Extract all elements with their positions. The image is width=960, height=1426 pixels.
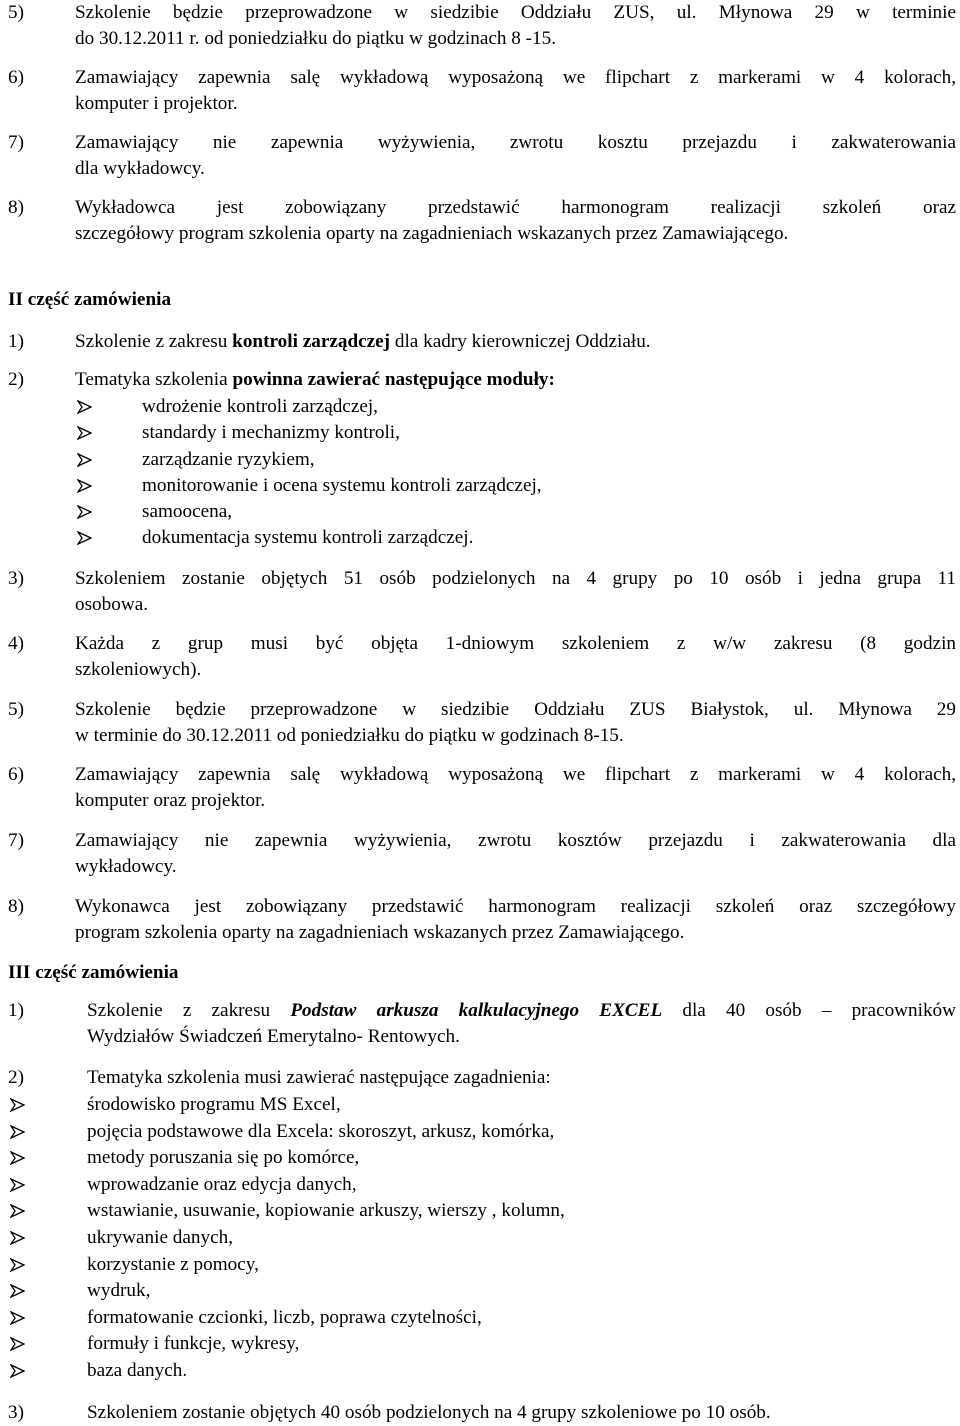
bullet-text: zarządzanie ryzykiem, [142, 448, 315, 470]
item-text: Tematyka szkolenia [75, 369, 233, 390]
item-text-line: Szkoleniem zostanie objętych 51 osób podzielonych na 4 grupy po 10 osób i jedna grupa 11 [75, 568, 956, 589]
list-item [8, 1400, 956, 1426]
item-text-line: Wykonawca jest zobowiązany przedstawić harmonogram realizacji szkoleń oraz szczegółowy [75, 896, 956, 917]
item-text-line: Zamawiający zapewnia salę wykładową wyposażoną we flipchart z markerami w 4 kolorach, [75, 67, 956, 88]
bullet-text: pojęcia podstawowe dla Excela: skoroszyt, arkusz, komórka, [87, 1120, 555, 1142]
item-number: 7) [8, 132, 24, 153]
list-item [8, 828, 956, 881]
item-number: 8) [8, 896, 24, 917]
arrowhead-bullet-icon [10, 1125, 25, 1139]
item-text-line: Zamawiający zapewnia salę wykładową wyposażoną we flipchart z markerami w 4 kolorach, [75, 764, 956, 785]
arrowhead-bullet-icon [77, 426, 92, 440]
item-text: Szkolenie z zakresu [87, 1000, 291, 1021]
item-text-line: Wydziałów Świadczeń Emerytalno- Rentowych. [87, 1026, 460, 1048]
item-text-bold: kontroli zarządczej [232, 331, 391, 352]
bullet-item [75, 394, 542, 420]
bullet-list [8, 1092, 565, 1385]
bullet-item [8, 1358, 565, 1385]
bullet-text: korzystanie z pomocy, [87, 1253, 259, 1275]
item-number: 5) [8, 699, 24, 720]
bullet-item [8, 1145, 565, 1172]
item-number: 2) [8, 369, 24, 390]
bullet-item [8, 1278, 565, 1305]
item-text-line: Zamawiający nie zapewnia wyżywienia, zwrotu kosztu przejazdu i zakwaterowania [75, 132, 956, 153]
arrowhead-bullet-icon [10, 1337, 25, 1351]
item-text-line: komputer i projektor. [75, 93, 238, 115]
item-text: dla kadry kierowniczej Oddziału. [390, 331, 651, 352]
list-item [8, 195, 956, 248]
bullet-text: formatowanie czcionki, liczb, poprawa czytelności, [87, 1306, 482, 1328]
bullet-text: formuły i funkcje, wykresy, [87, 1333, 300, 1355]
item-number: 7) [8, 830, 24, 851]
bullet-text: standardy i mechanizmy kontroli, [142, 422, 400, 444]
item-number: 1) [8, 331, 24, 352]
item-text-line: Wykładowca jest zobowiązany przedstawić harmonogram realizacji szkoleń oraz [75, 197, 956, 218]
item-text-line: dla wykładowcy. [75, 158, 205, 180]
bullet-item [8, 1198, 565, 1225]
bullet-item [8, 1305, 565, 1332]
item-text-line [87, 998, 956, 1024]
arrowhead-bullet-icon [10, 1098, 25, 1112]
arrowhead-bullet-icon [10, 1258, 25, 1272]
arrowhead-bullet-icon [77, 531, 92, 545]
arrowhead-bullet-icon [10, 1231, 25, 1245]
item-number: 8) [8, 197, 24, 218]
bullet-item [8, 1172, 565, 1199]
bullet-text: baza danych. [87, 1359, 188, 1381]
bullet-text: ukrywanie danych, [87, 1226, 233, 1248]
arrowhead-bullet-icon [77, 400, 92, 414]
item-text-line: szkoleniowych). [75, 659, 202, 681]
item-text-bold-italic: Podstaw arkusza kalkulacyjnego EXCEL [290, 1000, 663, 1021]
arrowhead-bullet-icon [10, 1204, 25, 1218]
bullet-item [75, 499, 542, 525]
list-item [8, 0, 956, 53]
item-number: 5) [8, 2, 24, 23]
item-text: Tematyka szkolenia musi zawierać następujące zagadnienia: [87, 1067, 551, 1088]
bullet-item [75, 420, 542, 446]
bullet-item [75, 525, 542, 551]
arrowhead-bullet-icon [10, 1284, 25, 1298]
item-text-line: Każda z grup musi być objęta 1-dniowym szkoleniem z w/w zakresu (8 godzin [75, 633, 956, 654]
bullet-item [8, 1252, 565, 1279]
item-text-line: wykładowcy. [75, 856, 177, 878]
item-number: 6) [8, 764, 24, 785]
item-text-line: Szkolenie będzie przeprowadzone w siedzibie Oddziału ZUS, ul. Młynowa 29 w terminie [75, 2, 956, 23]
item-text-line: komputer oraz projektor. [75, 790, 266, 812]
item-text-line: w terminie do 30.12.2011 od poniedziałku do piątku w godzinach 8-15. [75, 725, 624, 747]
bullet-item [8, 1331, 565, 1358]
item-text-line: osobowa. [75, 594, 149, 616]
item-text-line: Zamawiający nie zapewnia wyżywienia, zwrotu kosztów przejazdu i zakwaterowania dla [75, 830, 956, 851]
arrowhead-bullet-icon [10, 1311, 25, 1325]
item-number: 3) [8, 1402, 24, 1423]
bullet-text: środowisko programu MS Excel, [87, 1094, 341, 1115]
arrowhead-bullet-icon [77, 479, 92, 493]
list-item [8, 894, 956, 947]
item-number: 1) [8, 1000, 24, 1021]
item-number: 2) [8, 1067, 24, 1088]
bullet-item [8, 1225, 565, 1252]
list-item [8, 566, 956, 619]
arrowhead-bullet-icon [10, 1364, 25, 1378]
item-text: Szkolenie z zakresu [75, 331, 233, 352]
bullet-text: wprowadzanie oraz edycja danych, [87, 1173, 357, 1195]
arrowhead-bullet-icon [77, 453, 92, 467]
item-text-line: do 30.12.2011 r. od poniedziałku do piątku w godzinach 8 -15. [75, 28, 557, 50]
section-heading: II część zamówienia [8, 289, 172, 310]
bullet-text: metody poruszania się po komórce, [87, 1147, 360, 1169]
list-item [8, 762, 956, 815]
list-item [8, 697, 956, 750]
item-text: dla 40 osób – pracowników [662, 1000, 957, 1021]
list-item [8, 329, 956, 355]
list-item [8, 1065, 956, 1091]
section-heading: III część zamówienia [8, 962, 179, 983]
list-item [8, 130, 956, 183]
item-text-line: Szkolenie będzie przeprowadzone w siedzibie Oddziału ZUS Białystok, ul. Młynowa 29 [75, 699, 956, 720]
item-text-line: szczegółowy program szkolenia oparty na zagadnieniach wskazanych przez Zamawiającego. [75, 223, 789, 245]
bullet-text: samoocena, [142, 501, 233, 523]
bullet-text: wydruk, [87, 1280, 151, 1302]
item-text-bold: powinna zawierać następujące moduły: [232, 369, 555, 390]
list-item [8, 998, 956, 1051]
bullet-text: wdrożenie kontroli zarządczej, [142, 396, 378, 417]
bullet-item [8, 1092, 565, 1119]
bullet-item [75, 473, 542, 499]
item-text-line: program szkolenia oparty na zagadnieniach wskazanych przez Zamawiającego. [75, 922, 685, 944]
bullet-text: monitorowanie i ocena systemu kontroli zarządczej, [142, 474, 542, 496]
list-item [8, 367, 956, 393]
arrowhead-bullet-icon [10, 1178, 25, 1192]
item-number: 3) [8, 568, 24, 589]
item-number: 6) [8, 67, 24, 88]
list-item [8, 65, 956, 118]
bullet-text: dokumentacja systemu kontroli zarządczej. [142, 527, 474, 549]
bullet-item [8, 1119, 565, 1146]
bullet-item [75, 447, 542, 473]
bullet-text: wstawianie, usuwanie, kopiowanie arkuszy, wierszy , kolumn, [87, 1200, 565, 1222]
item-text: Szkoleniem zostanie objętych 40 osób podzielonych na 4 grupy szkoleniowe po 10 osób. [87, 1402, 771, 1423]
item-number: 4) [8, 633, 24, 654]
arrowhead-bullet-icon [10, 1151, 25, 1165]
arrowhead-bullet-icon [77, 505, 92, 519]
bullet-list [75, 394, 542, 552]
list-item [8, 631, 956, 684]
